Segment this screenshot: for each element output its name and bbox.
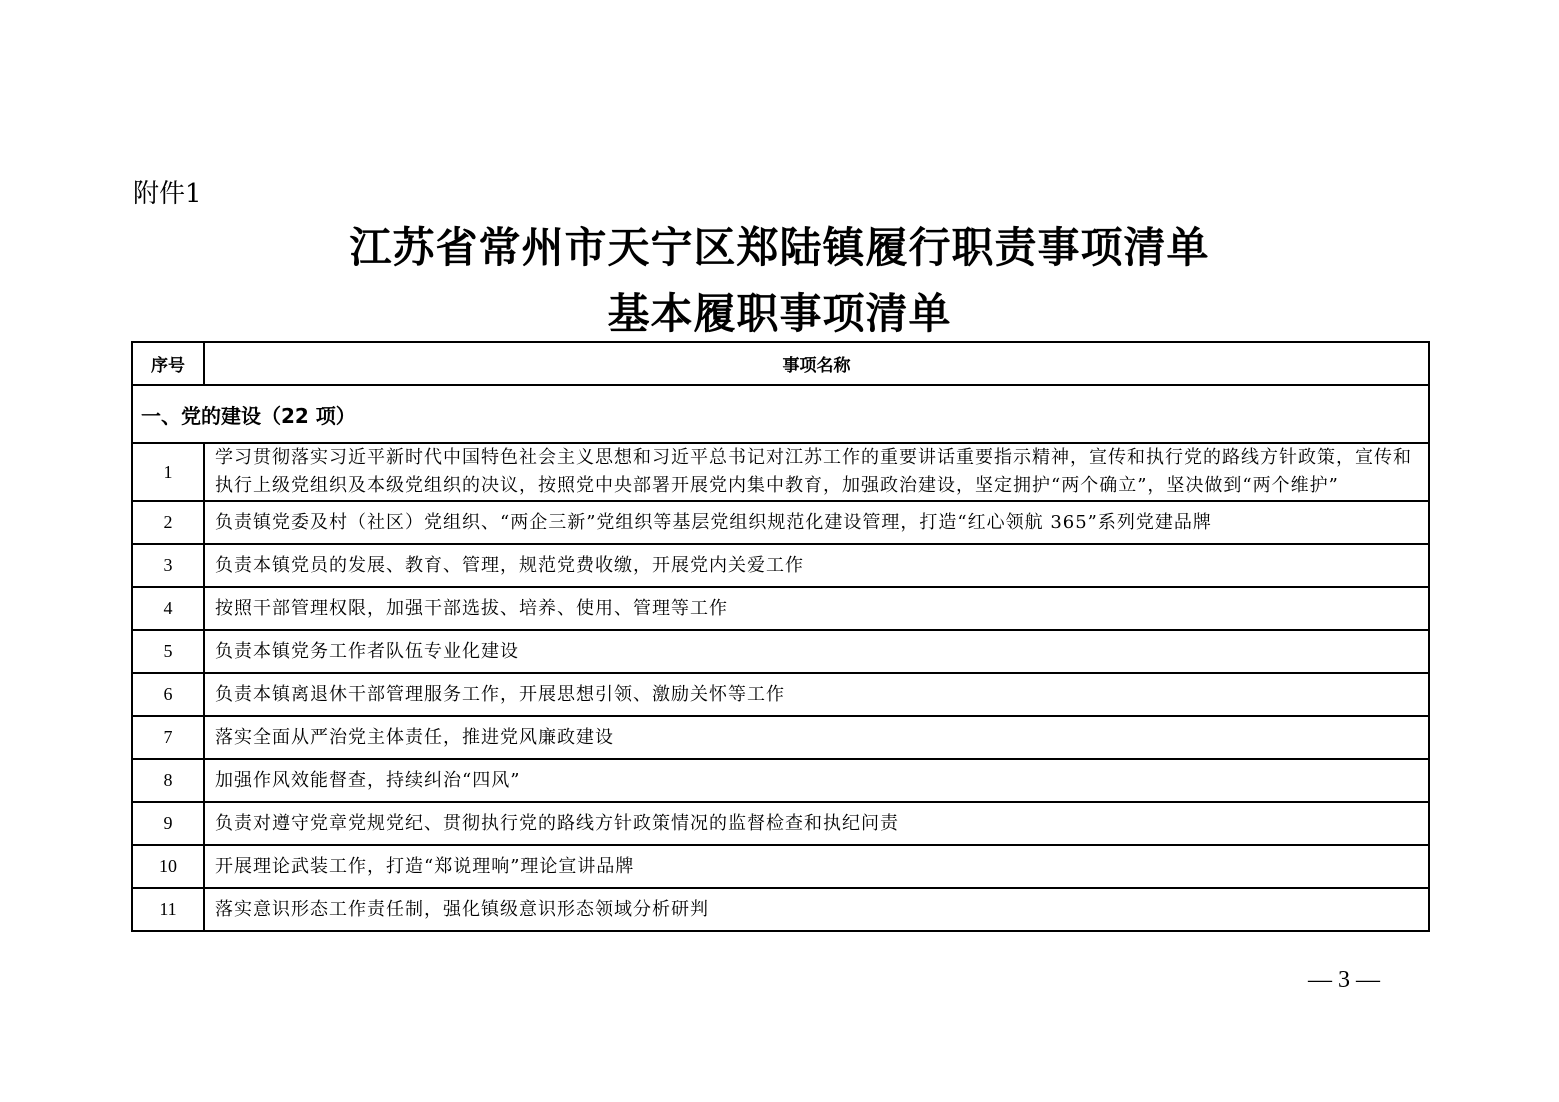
row-no: 7 [132, 716, 204, 759]
header-name: 事项名称 [204, 342, 1429, 385]
row-name: 落实全面从严治党主体责任，推进党风廉政建设 [204, 716, 1429, 759]
table-row [132, 888, 1429, 931]
row-name: 负责本镇离退休干部管理服务工作，开展思想引领、激励关怀等工作 [204, 673, 1429, 716]
row-no: 10 [132, 845, 204, 888]
row-no: 3 [132, 544, 204, 587]
row-no: 9 [132, 802, 204, 845]
row-name: 落实意识形态工作责任制，强化镇级意识形态领域分析研判 [204, 888, 1429, 931]
section-row [132, 385, 1429, 443]
duty-list-table [131, 341, 1430, 932]
row-no: 6 [132, 673, 204, 716]
row-name: 学习贯彻落实习近平新时代中国特色社会主义思想和习近平总书记对江苏工作的重要讲话重要指示精神，宣传和执行党的路线方针政策，宣传和执行上级党组织及本级党组织的决议，按照党中央部署开展党内集中教育，加强政治建设，坚定拥护“两个确立”，坚决做到“两个维护” [204, 443, 1429, 501]
row-name: 负责对遵守党章党规党纪、贯彻执行党的路线方针政策情况的监督检查和执纪问责 [204, 802, 1429, 845]
section-title: 一、党的建设（22 项） [132, 385, 1429, 443]
row-name: 负责镇党委及村（社区）党组织、“两企三新”党组织等基层党组织规范化建设管理，打造“红心领航 365”系列党建品牌 [204, 501, 1429, 544]
row-name: 开展理论武装工作，打造“郑说理响”理论宣讲品牌 [204, 845, 1429, 888]
row-no: 11 [132, 888, 204, 931]
table-row [132, 802, 1429, 845]
row-no: 5 [132, 630, 204, 673]
table-header-row [132, 342, 1429, 385]
table-row [132, 845, 1429, 888]
row-no: 8 [132, 759, 204, 802]
table-row [132, 587, 1429, 630]
row-name: 按照干部管理权限，加强干部选拔、培养、使用、管理等工作 [204, 587, 1429, 630]
table-row [132, 443, 1429, 501]
row-no: 1 [132, 443, 204, 501]
row-no: 4 [132, 587, 204, 630]
table-row [132, 673, 1429, 716]
row-name: 负责本镇党务工作者队伍专业化建设 [204, 630, 1429, 673]
table-row [132, 544, 1429, 587]
row-name: 负责本镇党员的发展、教育、管理，规范党费收缴，开展党内关爱工作 [204, 544, 1429, 587]
document-title: 江苏省常州市天宁区郑陆镇履行职责事项清单 [349, 223, 1210, 272]
table-row [132, 759, 1429, 802]
row-name: 加强作风效能督查，持续纠治“四风” [204, 759, 1429, 802]
table-row [132, 630, 1429, 673]
header-no: 序号 [132, 342, 204, 385]
row-no: 2 [132, 501, 204, 544]
document-subtitle: 基本履职事项清单 [607, 289, 952, 338]
page-number: — 3 — [1308, 967, 1380, 993]
table-row [132, 501, 1429, 544]
table-row [132, 716, 1429, 759]
attachment-label: 附件1 [133, 179, 202, 209]
